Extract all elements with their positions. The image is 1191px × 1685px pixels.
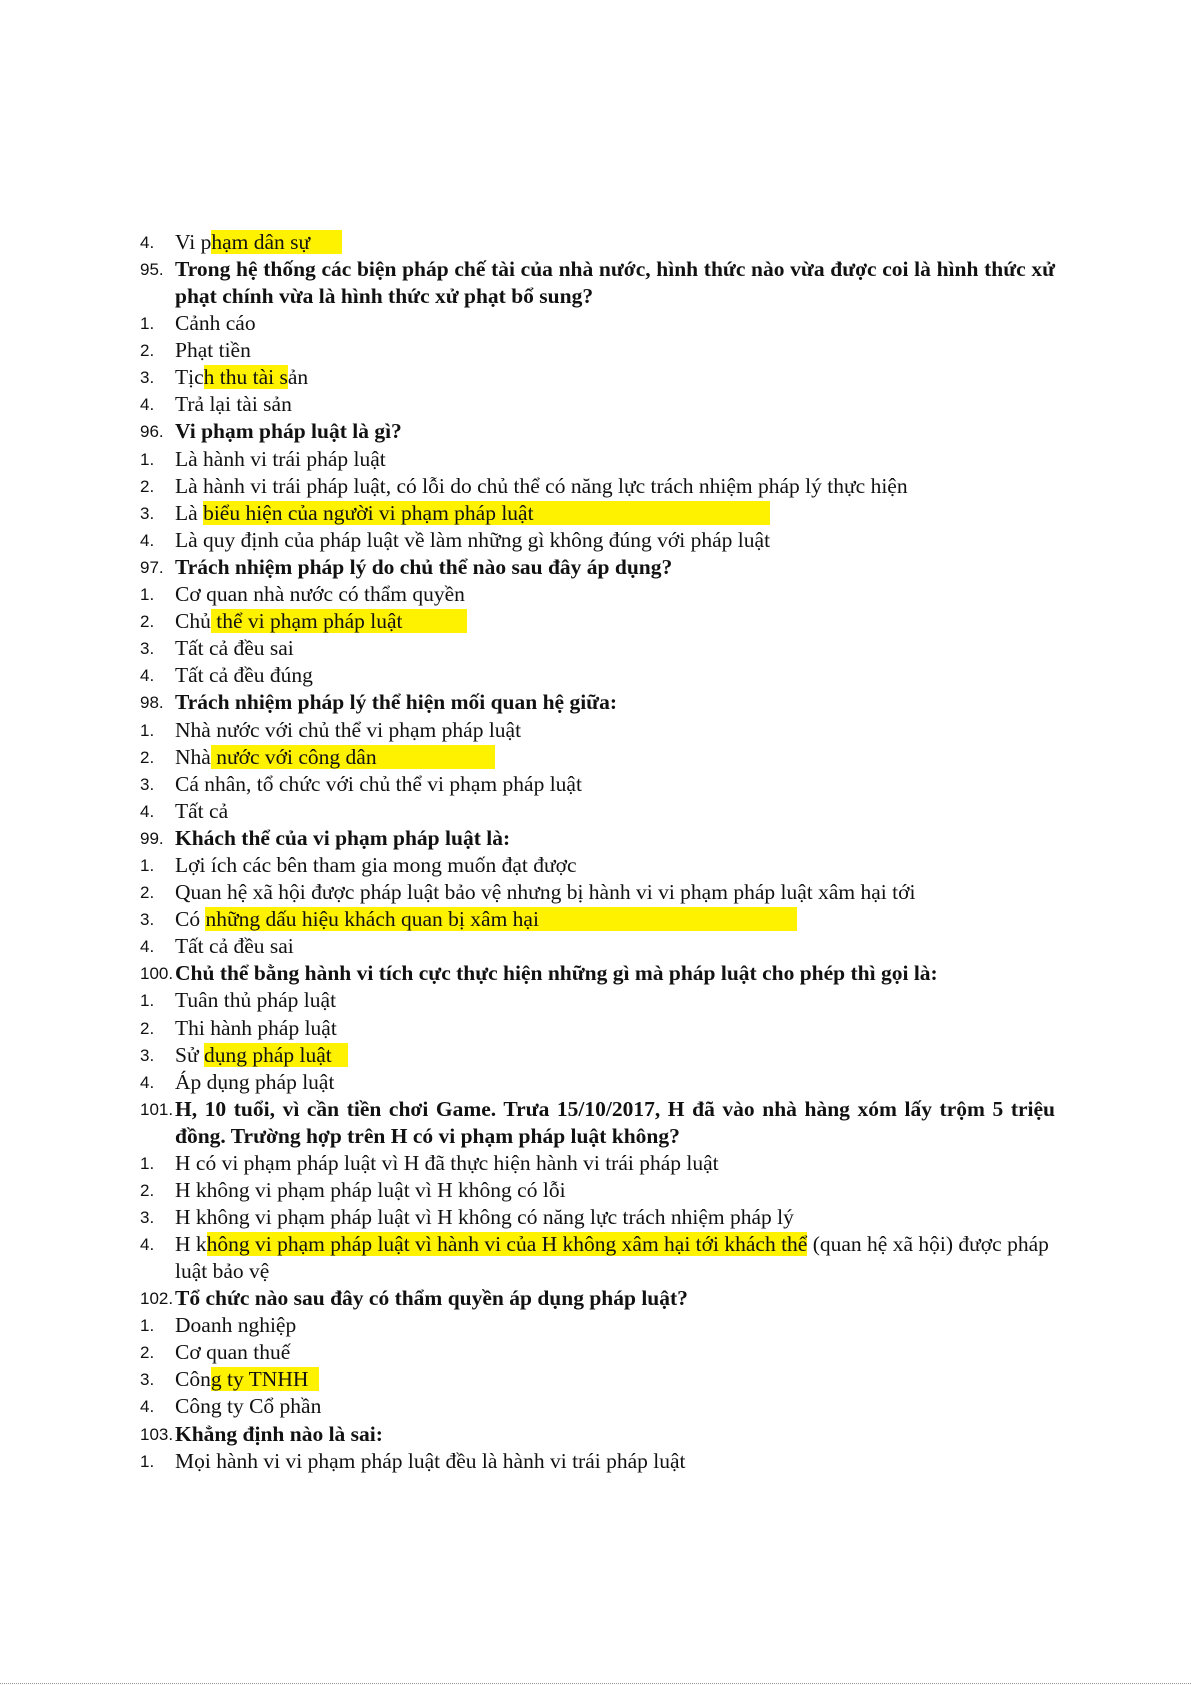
option-text (175, 879, 1055, 906)
option-text-pre: Sử (175, 1042, 204, 1067)
option-number: 3. (140, 368, 155, 388)
option-text-pre: Áp dụng pháp luật (175, 1069, 335, 1094)
question-item (140, 689, 1055, 716)
question-number: 96. (140, 422, 164, 442)
option-text (175, 1015, 1055, 1042)
option-number: 3. (140, 639, 155, 659)
question-item (140, 418, 1055, 445)
answer-option (140, 1231, 1055, 1285)
option-text (175, 1393, 1055, 1420)
option-text-pre: Lợi ích các bên tham gia mong muốn đạt được (175, 852, 577, 877)
option-number: 1. (140, 855, 155, 875)
answer-option (140, 906, 1055, 933)
question-text: Chủ thể bằng hành vi tích cực thực hiện những gì mà pháp luật cho phép thì gọi là: (175, 961, 938, 986)
answer-option (140, 1015, 1055, 1042)
answer-option (140, 987, 1055, 1014)
highlighted-answer: thể vi phạm pháp luật (210, 609, 468, 634)
question-number: 97. (140, 557, 164, 577)
option-text (175, 744, 1055, 771)
answer-option (140, 1312, 1055, 1339)
option-number: 1. (140, 585, 155, 605)
option-text-pre: Nhà nước với chủ thể vi phạm pháp luật (175, 717, 522, 742)
option-text-pre: Tất cả đều sai (175, 934, 294, 959)
option-text (175, 1150, 1055, 1177)
answer-option (140, 1042, 1055, 1069)
option-text (175, 229, 1055, 256)
question-item (140, 1285, 1055, 1312)
option-text (175, 933, 1055, 960)
option-text-pre: Là hành vi trái pháp luật, có lỗi do chủ thể có năng lực trách nhiệm pháp lý thực hiện (175, 473, 908, 498)
option-text-post: ản (287, 365, 309, 390)
option-text (175, 771, 1055, 798)
option-text (175, 1069, 1055, 1096)
question-number: 100. (140, 964, 174, 984)
question-item (140, 825, 1055, 852)
highlighted-answer: hạm dân sự (211, 230, 343, 254)
answer-option (140, 608, 1055, 635)
answer-option (140, 1177, 1055, 1204)
answer-option (140, 337, 1055, 364)
option-text (175, 662, 1055, 689)
option-text-pre: Mọi hành vi vi phạm pháp luật đều là hành vi trái pháp luật (175, 1448, 686, 1473)
answer-option (140, 879, 1055, 906)
answer-option (140, 717, 1055, 744)
option-number: 2. (140, 612, 155, 632)
question-text: H, 10 tuổi, vì cần tiền chơi Game. Trưa 15/10/2017, H đã vào nhà hàng xóm lấy trộm 5 triệu đồng. Trường hợp trên H có vi phạm pháp luật không? (175, 1096, 1055, 1148)
answer-option (140, 1204, 1055, 1231)
option-number: 4. (140, 801, 155, 821)
option-text-pre: Cơ quan thuế (175, 1340, 291, 1365)
highlighted-answer: h thu tài s (203, 365, 288, 390)
option-text-pre: Tất cả (175, 798, 229, 823)
answer-option (140, 635, 1055, 662)
option-text-pre: H không vi phạm pháp luật vì H không có lỗi (175, 1177, 566, 1202)
option-number: 1. (140, 1153, 155, 1173)
option-text-pre: Tất cả đều đúng (175, 663, 313, 688)
answer-option (140, 1448, 1055, 1475)
option-text (175, 527, 1055, 554)
option-text (175, 337, 1055, 364)
option-number: 1. (140, 449, 155, 469)
option-number: 3. (140, 774, 155, 794)
option-text-pre: Tuân thủ pháp luật (175, 988, 337, 1013)
option-number: 3. (140, 1370, 155, 1390)
option-number: 4. (140, 1072, 155, 1092)
question-number: 95. (140, 260, 164, 280)
option-number: 1. (140, 314, 155, 334)
answer-option (140, 1069, 1055, 1096)
option-text (175, 1231, 1055, 1285)
option-number: 3. (140, 910, 155, 930)
answer-option (140, 446, 1055, 473)
option-number: 4. (140, 1397, 155, 1417)
option-number: 2. (140, 1018, 155, 1038)
option-text-pre: Công ty Cổ phần (175, 1394, 322, 1419)
option-text-pre: Thi hành pháp luật (175, 1015, 337, 1040)
answer-option (140, 1393, 1055, 1420)
answer-option (140, 1339, 1055, 1366)
option-text (175, 1366, 1055, 1393)
option-number: 2. (140, 1180, 155, 1200)
option-text (175, 717, 1055, 744)
option-text-pre: Côn (175, 1367, 211, 1392)
option-text-pre: Cơ quan nhà nước có thẩm quyền (175, 582, 465, 607)
question-text: Trách nhiệm pháp lý thể hiện mối quan hệ giữa: (175, 690, 617, 715)
question-item (140, 1096, 1055, 1150)
option-text-pre: Cảnh cáo (175, 311, 256, 336)
option-number: 4. (140, 530, 155, 550)
option-number: 3. (140, 1045, 155, 1065)
option-number: 4. (140, 937, 155, 957)
highlighted-answer: g ty TNHH (210, 1367, 320, 1392)
option-text (175, 1177, 1055, 1204)
question-number: 103. (140, 1424, 174, 1444)
option-text (175, 1312, 1055, 1339)
option-text-pre: H có vi phạm pháp luật vì H đã thực hiện hành vi trái pháp luật (175, 1150, 719, 1175)
option-text (175, 500, 1055, 527)
answer-option (140, 500, 1055, 527)
option-text (175, 446, 1055, 473)
option-number: 2. (140, 476, 155, 496)
option-number: 4. (140, 1235, 155, 1255)
option-text (175, 581, 1055, 608)
question-number: 101. (140, 1099, 174, 1119)
answer-option (140, 473, 1055, 500)
answer-option (140, 391, 1055, 418)
option-number: 1. (140, 720, 155, 740)
answer-option (140, 771, 1055, 798)
option-number: 1. (140, 1451, 155, 1471)
option-text-pre: Quan hệ xã hội được pháp luật bảo vệ nhưng bị hành vi vi phạm pháp luật xâm hại tới (175, 880, 916, 905)
question-number: 99. (140, 828, 164, 848)
option-text (175, 1204, 1055, 1231)
option-text (175, 473, 1055, 500)
highlighted-answer: những dấu hiệu khách quan bị xâm hại (205, 907, 797, 932)
question-item (140, 1421, 1055, 1448)
option-text-pre: Chủ (175, 609, 211, 634)
answer-option (140, 581, 1055, 608)
option-text (175, 310, 1055, 337)
question-number: 98. (140, 693, 164, 713)
answer-option (140, 798, 1055, 825)
question-item (140, 960, 1055, 987)
option-text-pre: Cá nhân, tổ chức với chủ thể vi phạm pháp luật (175, 771, 582, 796)
answer-option (140, 527, 1055, 554)
option-text-pre: Tất cả đều sai (175, 636, 294, 661)
question-text: Khẳng định nào là sai: (175, 1421, 383, 1446)
option-text (175, 608, 1055, 635)
question-number: 102. (140, 1289, 174, 1309)
answer-option (140, 229, 1055, 256)
option-text (175, 987, 1055, 1014)
option-number: 4. (140, 395, 155, 415)
option-text-pre: Tịc (175, 365, 204, 390)
answer-option (140, 852, 1055, 879)
highlighted-answer: nước với công dân (210, 744, 495, 769)
option-text-pre: Là quy định của pháp luật về làm những gì không đúng với pháp luật (175, 527, 771, 552)
option-text (175, 635, 1055, 662)
option-text-pre: Trả lại tài sản (175, 392, 292, 417)
answer-option (140, 310, 1055, 337)
option-text-pre: Là hành vi trái pháp luật (175, 446, 386, 471)
option-text (175, 364, 1055, 391)
answer-option (140, 662, 1055, 689)
option-number: 2. (140, 341, 155, 361)
option-text-pre: Là (175, 500, 204, 525)
option-text-post: (quan hệ xã hội) được pháp luật bảo vệ (175, 1232, 1049, 1284)
highlighted-answer: biểu hiện của người vi phạm pháp luật (203, 500, 771, 525)
option-number: 3. (140, 1208, 155, 1227)
option-text (175, 906, 1055, 933)
option-text-pre: Nhà (175, 744, 211, 769)
option-number: 2. (140, 883, 155, 903)
option-text (175, 798, 1055, 825)
option-text (175, 1339, 1055, 1366)
option-text-pre: Vi p (175, 230, 212, 254)
option-text-pre: Doanh nghiệp (175, 1313, 297, 1338)
answer-option (140, 1150, 1055, 1177)
option-text-pre: H không vi phạm pháp luật vì H không có năng lực trách nhiệm pháp lý (175, 1205, 794, 1229)
option-number: 2. (140, 1343, 155, 1363)
option-text (175, 1042, 1055, 1069)
answer-option (140, 744, 1055, 771)
option-text-pre: Phạt tiền (175, 338, 251, 363)
question-item (140, 256, 1055, 310)
option-number: 2. (140, 747, 155, 767)
question-item (140, 554, 1055, 581)
option-number: 1. (140, 991, 155, 1011)
option-number: 4. (140, 233, 155, 252)
question-text: Tổ chức nào sau đây có thẩm quyền áp dụng pháp luật? (175, 1286, 688, 1311)
answer-option (140, 933, 1055, 960)
question-text: Vi phạm pháp luật là gì? (175, 419, 402, 444)
option-number: 4. (140, 666, 155, 686)
option-text (175, 852, 1055, 879)
question-list (140, 229, 1055, 1475)
option-text-pre: H k (175, 1232, 207, 1257)
question-text: Khách thể của vi phạm pháp luật là: (175, 825, 511, 850)
highlighted-answer: hông vi phạm pháp luật vì hành vi của H không xâm hại tới khách thể (206, 1232, 808, 1257)
highlighted-answer: dụng pháp luật (204, 1042, 348, 1067)
question-text: Trong hệ thống các biện pháp chế tài của nhà nước, hình thức nào vừa được coi là hình thức xử phạt chính vừa là hình thức xử phạt bổ sung? (175, 257, 1055, 309)
option-number: 3. (140, 503, 155, 523)
question-text: Trách nhiệm pháp lý do chủ thể nào sau đây áp dụng? (175, 554, 673, 579)
answer-option (140, 364, 1055, 391)
option-text (175, 1448, 1055, 1475)
answer-option (140, 1366, 1055, 1393)
option-number: 1. (140, 1316, 155, 1336)
option-text-pre: Có (175, 907, 206, 932)
option-text (175, 391, 1055, 418)
page-bottom-rule (0, 1683, 1191, 1684)
